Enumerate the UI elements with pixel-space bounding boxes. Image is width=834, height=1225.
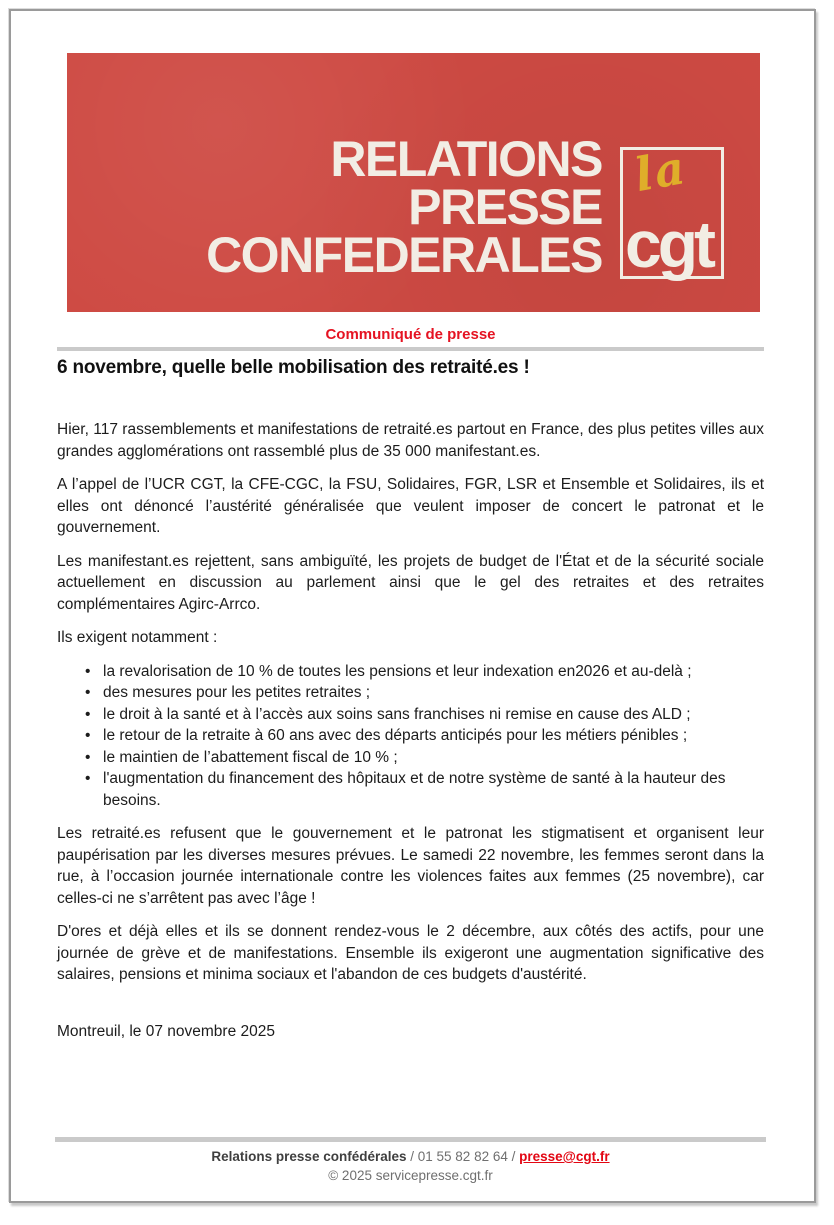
list-item: • le maintien de l’abattement fiscal de 10 % ;: [103, 747, 764, 769]
cgt-logo: [620, 139, 724, 281]
divider-top: [57, 347, 764, 351]
paragraph: D'ores et déjà elles et ils se donnent rendez-vous le 2 décembre, aux côtés des actifs, pour une journée de grève et de manifestations. Ensemble ils exigeront une augmentation significative des salaires, pensions et minima sociaux et l'abandon de ces budgets d'austérité.: [57, 923, 764, 983]
list-item: • des mesures pour les petites retraites ;: [103, 682, 764, 704]
page-footer: [55, 1137, 766, 1185]
divider-footer: [55, 1137, 766, 1142]
footer-phone: 01 55 82 82 64: [417, 1149, 508, 1164]
cgt-logo-la-script: la: [630, 139, 691, 203]
banner-line-2: PRESSE: [408, 179, 602, 235]
paragraph: Les retraité.es refusent que le gouvernement et le patronat les stigmatisent et organisent leur paupérisation par les diverses mesures prévues. Le samedi 22 novembre, les femmes seront dans la rue, à l’occasion journée internationale contre les violences faites aux femmes (25 novembre), car celles-ci ne s’arrêtent pas avec l’âge !: [57, 825, 764, 907]
list-item: • la revalorisation de 10 % de toutes les pensions et leur indexation en2026 et au-delà ;: [103, 661, 764, 683]
paragraph: A l’appel de l’UCR CGT, la CFE-CGC, la FSU, Solidaires, FGR, LSR et Ensemble et Solidaires, ils et elles ont dénoncé l’austérité généralisée que veulent imposer de concert le patronat et le gouvernement.: [57, 476, 764, 536]
footer-copyright: © 2025 servicepresse.cgt.fr: [328, 1168, 493, 1183]
footer-separator: /: [406, 1149, 418, 1164]
banner-line-3: CONFEDERALES: [206, 227, 602, 283]
list-intro: Ils exigent notamment :: [57, 629, 218, 646]
press-release-page: [9, 9, 816, 1203]
paragraph: Les manifestant.es rejettent, sans ambiguïté, les projets de budget de l'État et de la sécurité sociale actuellement en discussion au parlement ainsi que le gel des retraites et des retraites complémentaires Agirc-Arrco.: [57, 552, 764, 613]
banner-inner: [206, 131, 724, 283]
banner-title: [206, 131, 602, 283]
cgt-logo-acronym: cgt: [625, 206, 712, 281]
footer-department: Relations presse confédérales: [211, 1149, 407, 1164]
list-item: • le retour de la retraite à 60 ans avec des départs anticipés pour les métiers pénibles ;: [103, 725, 764, 747]
page-title: 6 novembre, quelle belle mobilisation des retraité.es !: [57, 357, 530, 378]
list-item: • l'augmentation du financement des hôpitaux et de notre système de santé à la hauteur des besoins.: [103, 768, 764, 811]
footer-email-link[interactable]: presse@cgt.fr: [519, 1149, 610, 1164]
page-content: [11, 53, 814, 1041]
dateline: Montreuil, le 07 novembre 2025: [57, 1022, 275, 1040]
demands-list: [57, 661, 764, 812]
footer-contact-line: [55, 1147, 766, 1166]
cgt-press-banner: [67, 53, 760, 312]
banner-line-1: RELATIONS: [330, 131, 602, 187]
kicker-communique: Communiqué de presse: [325, 326, 496, 343]
footer-separator: /: [507, 1149, 520, 1164]
body-text: [57, 419, 764, 1041]
list-item: • le droit à la santé et à l’accès aux soins sans franchises ni remise en cause des ALD ;: [103, 704, 764, 726]
paragraph: Hier, 117 rassemblements et manifestations de retraité.es partout en France, des plus petites villes aux grandes agglomérations ont rassemblé plus de 35 000 manifestant.es.: [57, 421, 764, 460]
